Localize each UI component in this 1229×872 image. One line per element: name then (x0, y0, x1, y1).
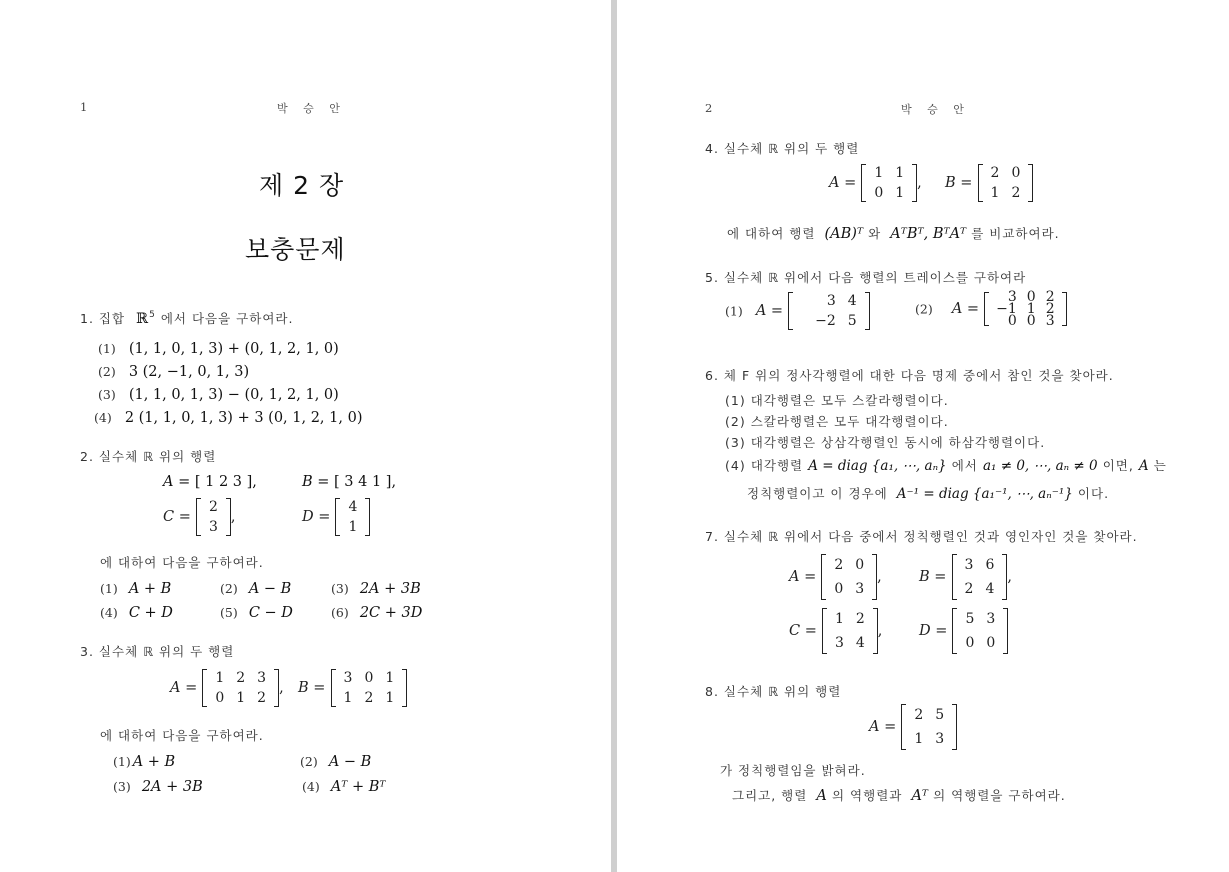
problem-3-item: (2) A − B (300, 754, 372, 770)
problem-5-item-1: (1) A = 3 4 −2 5 (725, 291, 870, 331)
problem-6-item-4-line-1: (4) 대각행렬 A = diag {a₁, ⋯, aₙ} 에서 a₁ ≠ 0, ⋯, aₙ ≠ 0 이면, A 는 (725, 458, 1167, 474)
matrix-A-row: A = [ 1 2 3 ], (163, 474, 257, 490)
chapter-title: 제 2 장 (259, 171, 345, 200)
matrix-C-column: C = 2 3 , (163, 499, 236, 535)
matrix-D: D = 5 3 0 0 (919, 607, 1008, 655)
problem-3-statement: 3. 실수체 ℝ 위의 두 행렬 (80, 644, 235, 659)
problem-2-item: (3) 2A + 3B (331, 581, 421, 597)
problem-number: 1. (80, 311, 94, 326)
running-header-author: 박 승 안 (901, 103, 970, 116)
problem-1-item: (1) (1, 1, 0, 1, 3) + (0, 1, 2, 1, 0) (98, 341, 339, 357)
problem-4-statement: 4. 실수체 ℝ 위의 두 행렬 (705, 141, 860, 156)
matrix-A: A = 2 0 0 3 , (789, 553, 882, 601)
problem-3-item: (1) A + B (113, 754, 176, 770)
page-number: 2 (705, 101, 713, 115)
problem-2-item: (1) A + B (100, 581, 172, 597)
problem-6-item: (3) 대각행렬은 상삼각행렬인 동시에 하삼각행렬이다. (725, 435, 1046, 450)
problem-2-instruction: 에 대하여 다음을 구하여라. (100, 555, 264, 570)
problem-3-item: (3) 2A + 3B (113, 779, 203, 795)
problem-4-instruction: 에 대하여 행렬 (AB)ᵀ 와 AᵀBᵀ, BᵀAᵀ 를 비교하여라. (727, 226, 1060, 242)
problem-8-statement: 8. 실수체 ℝ 위의 행렬 (705, 684, 842, 699)
section-title: 보충문제 (245, 235, 346, 264)
problem-6-statement: 6. 체 F 위의 정사각행렬에 대한 다음 명제 중에서 참인 것을 찾아라. (705, 368, 1114, 383)
matrix-B-row: B = [ 3 4 1 ], (302, 474, 397, 490)
page-right (617, 0, 1229, 872)
running-header-author: 박 승 안 (277, 102, 346, 115)
problem-5-item-2: (2) A = 3 0 2 −1 1 2 0 0 3 (915, 291, 1067, 327)
problem-1-statement: 1. 집합 ℝ$^5$ 에서 다음을 구하여라. (80, 310, 294, 327)
matrix-B: B = 2 0 1 2 (945, 163, 1033, 203)
problem-8-line-1: 가 정칙행렬임을 밝혀라. (720, 763, 866, 778)
matrix-D-column: D = 4 1 (302, 497, 370, 537)
matrix-A: A = 1 1 0 1 , (829, 165, 922, 201)
problem-2-item: (5) C − D (220, 605, 293, 621)
problem-1-item: (2) 3 (2, −1, 0, 1, 3) (98, 364, 250, 380)
matrix-B: B = 3 6 2 4 , (919, 553, 1012, 601)
problem-1-item: (4) 2 (1, 1, 0, 1, 3) + 3 (0, 1, 2, 1, 0) (94, 410, 363, 426)
problem-8-line-2: 그리고, 행렬 A 의 역행렬과 Aᵀ 의 역행렬을 구하여라. (732, 788, 1066, 804)
page-left (0, 0, 611, 872)
problem-3-instruction: 에 대하여 다음을 구하여라. (100, 728, 264, 743)
page-number: 1 (80, 100, 88, 114)
problem-6-item: (1) 대각행렬은 모두 스칼라행렬이다. (725, 393, 949, 408)
problem-6-item: (2) 스칼라행렬은 모두 대각행렬이다. (725, 414, 949, 429)
problem-6-item-4-line-2: 정칙행렬이고 이 경우에 A⁻¹ = diag {a₁⁻¹, ⋯, aₙ⁻¹} 이다. (747, 486, 1110, 502)
problem-1-item: (3) (1, 1, 0, 1, 3) − (0, 1, 2, 1, 0) (98, 387, 339, 403)
matrix-B: B = 3 0 1 1 2 1 (298, 668, 407, 708)
problem-2-item: (6) 2C + 3D (331, 605, 423, 621)
matrix-A: A = 2 5 1 3 (869, 703, 957, 751)
problem-2-item: (4) C + D (100, 605, 173, 621)
problem-5-statement: 5. 실수체 ℝ 위에서 다음 행렬의 트레이스를 구하여라 (705, 270, 1027, 285)
problem-2-item: (2) A − B (220, 581, 292, 597)
problem-3-item: (4) Aᵀ + Bᵀ (302, 779, 386, 795)
problem-2-statement: 2. 실수체 ℝ 위의 행렬 (80, 449, 217, 464)
problem-7-statement: 7. 실수체 ℝ 위에서 다음 중에서 정칙행렬인 것과 영인자인 것을 찾아라. (705, 529, 1138, 544)
matrix-A: A = 1 2 3 0 1 2 , (170, 670, 284, 706)
matrix-C: C = 1 2 3 4 , (789, 607, 882, 655)
